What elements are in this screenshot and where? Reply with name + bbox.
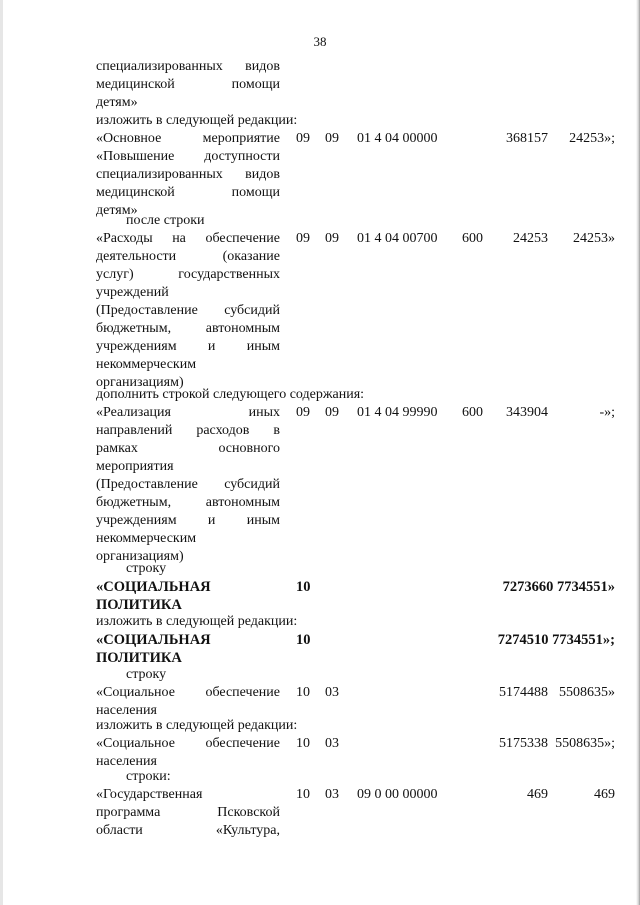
desc-line: «СОЦИАЛЬНАЯ	[96, 632, 211, 648]
desc-line: программа Псковской	[96, 805, 280, 820]
podrazdel-cell: 03	[325, 685, 339, 700]
desc-line: специализированных видов	[96, 167, 280, 182]
sum-2017-cell: 469	[527, 787, 548, 802]
sum-2017-cell: 368157	[506, 131, 548, 146]
instruction-text: изложить в следующей редакции:	[96, 614, 298, 629]
desc-line: направлений расходов в	[96, 423, 280, 438]
desc-line: области «Культура,	[96, 823, 280, 838]
vr-cell: 600	[462, 231, 483, 246]
row-description	[96, 786, 280, 840]
vr-cell: 600	[462, 405, 483, 420]
desc-line: бюджетным, автономным	[96, 321, 280, 336]
sum-2017-cell: 5174488	[499, 685, 548, 700]
desc-line: организациям)	[96, 375, 184, 390]
sum-2018-cell: 5508635»	[559, 685, 615, 700]
desc-line: медицинской помощи	[96, 77, 280, 92]
sum-2018-cell: 24253»;	[569, 131, 615, 146]
desc-line: населения	[96, 754, 157, 769]
csr-cell: 09 0 00 00000	[357, 787, 438, 802]
sum-2017-cell: 5175338	[499, 736, 548, 751]
row-description-continued	[96, 58, 280, 112]
podrazdel-cell: 09	[325, 231, 339, 246]
sum-2018-cell: -»;	[599, 405, 615, 420]
desc-line: рамках основного	[96, 441, 280, 456]
desc-line: деятельности (оказание	[96, 249, 280, 264]
row-description	[96, 684, 280, 720]
page-number: 38	[313, 34, 327, 49]
desc-line: детям»	[96, 95, 138, 110]
scan-right-edge	[636, 0, 640, 905]
razdel-cell: 09	[296, 231, 310, 246]
csr-cell: 01 4 04 00000	[357, 131, 438, 146]
csr-cell: 01 4 04 99990	[357, 405, 438, 420]
instruction-text: после строки	[126, 213, 205, 228]
instruction-text: изложить в следующей редакции:	[96, 718, 298, 733]
razdel-cell: 10	[296, 787, 310, 802]
instruction-text: изложить в следующей редакции:	[96, 113, 298, 128]
desc-line: мероприятия	[96, 459, 174, 474]
desc-line: некоммерческим	[96, 357, 197, 372]
desc-line: учреждениям и иным	[96, 339, 280, 354]
scan-left-edge	[0, 0, 3, 905]
podrazdel-cell: 09	[325, 131, 339, 146]
podrazdel-cell: 03	[325, 787, 339, 802]
desc-line: (Предоставление субсидий	[96, 477, 280, 492]
desc-line: населения	[96, 703, 157, 718]
desc-line: «Государственная	[96, 787, 203, 802]
sum-2018-cell: 24253»	[573, 231, 615, 246]
sum-2017-cell: 343904	[506, 405, 548, 420]
podrazdel-cell: 03	[325, 736, 339, 751]
razdel-cell: 10	[296, 579, 311, 595]
row-description	[96, 735, 280, 771]
sum-2018-cell: 469	[594, 787, 615, 802]
desc-line: бюджетным, автономным	[96, 495, 280, 510]
sums-cell: 7273660 7734551»	[502, 579, 615, 595]
instruction-text: строку	[126, 667, 167, 682]
desc-line: организациям)	[96, 549, 184, 564]
row-description	[96, 404, 280, 566]
sum-2017-cell: 24253	[513, 231, 548, 246]
sums-cell: 7274510 7734551»;	[497, 632, 615, 648]
razdel-cell: 10	[296, 632, 311, 648]
desc-line: ПОЛИТИКА	[96, 597, 182, 613]
desc-line: специализированных видов	[96, 59, 280, 74]
desc-line: «Повышение доступности	[96, 149, 280, 164]
desc-line: «Социальное обеспечение	[96, 685, 280, 700]
row-description	[96, 631, 280, 667]
desc-line: некоммерческим	[96, 531, 197, 546]
razdel-cell: 09	[296, 405, 310, 420]
row-description	[96, 578, 280, 614]
desc-line: «СОЦИАЛЬНАЯ	[96, 579, 211, 595]
row-description	[96, 230, 280, 392]
desc-line: учреждений	[96, 285, 169, 300]
sum-2018-cell: 5508635»;	[555, 736, 615, 751]
instruction-text: строку	[126, 561, 167, 576]
row-description	[96, 130, 280, 220]
instruction-text: дополнить строкой следующего содержания:	[96, 387, 365, 402]
desc-line: детям»	[96, 203, 138, 218]
desc-line: «Расходы на обеспечение	[96, 231, 280, 246]
instruction-text: строки:	[126, 769, 171, 784]
desc-line: «Реализация иных	[96, 405, 280, 420]
csr-cell: 01 4 04 00700	[357, 231, 438, 246]
desc-line: ПОЛИТИКА	[96, 650, 182, 666]
desc-line: учреждениям и иным	[96, 513, 280, 528]
razdel-cell: 10	[296, 736, 310, 751]
razdel-cell: 10	[296, 685, 310, 700]
desc-line: медицинской помощи	[96, 185, 280, 200]
desc-line: (Предоставление субсидий	[96, 303, 280, 318]
desc-line: услуг) государственных	[96, 267, 280, 282]
podrazdel-cell: 09	[325, 405, 339, 420]
desc-line: «Основное мероприятие	[96, 131, 280, 146]
desc-line: «Социальное обеспечение	[96, 736, 280, 751]
razdel-cell: 09	[296, 131, 310, 146]
